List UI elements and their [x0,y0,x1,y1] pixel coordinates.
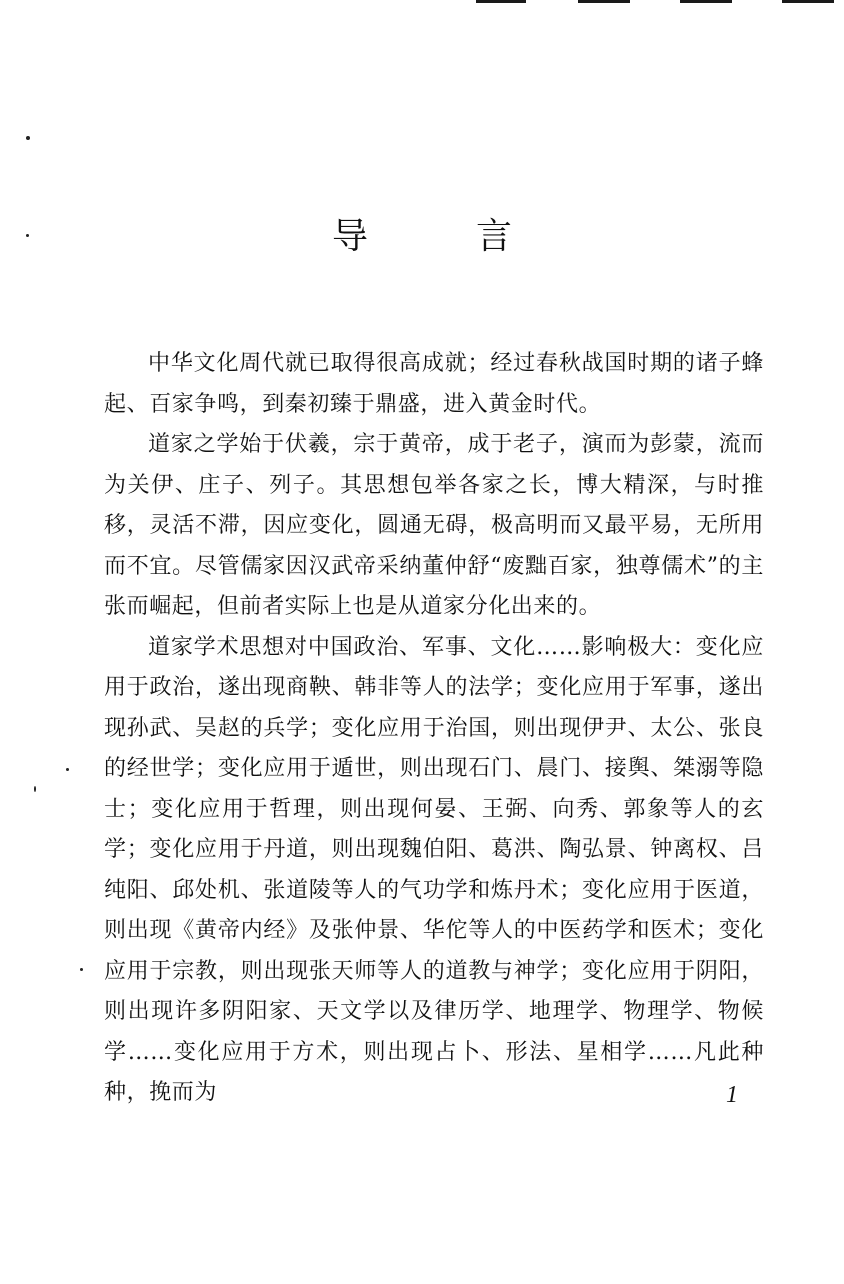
top-rule-1 [476,0,526,3]
top-rule-2 [578,0,630,3]
scan-speck [66,768,69,771]
scan-speck [26,136,30,140]
body-text [104,344,764,1114]
top-rule-3 [680,0,732,3]
page-number: 1 [726,1082,738,1108]
paragraph-1: 中华文化周代就已取得很高成就；经过春秋战国时期的诸子蜂起、百家争鸣，到秦初臻于鼎盛，进入黄金时代。 [104,351,764,417]
paragraph-3: 道家学术思想对中国政治、军事、文化……影响极大：变化应用于政治，遂出现商鞅、韩非等人的法学；变化应用于军事，遂出现孙武、吴赵的兵学；变化应用于治国，则出现伊尹、太公、张良的经世学；变化应用于遁世，则出现石门、晨门、接舆、桀溺等隐士；变化应用于哲理，则出现何晏、王弼、向秀、郭象等人的玄学；变化应用于丹道，则出现魏伯阳、葛洪、陶弘景、钟离权、吕纯阳、邱处机、张道陵等人的气功学和炼丹术；变化应用于医道，则出现《黄帝内经》及张仲景、华佗等人的中医药学和医术；变化应用于宗教，则出现张天师等人的道教与神学；变化应用于阴阳，则出现许多阴阳家、天文学以及律历学、地理学、物理学、物候学……变化应用于方术，则出现占卜、形法、星相学……凡此种种，挽而为 [104,634,764,1105]
scan-speck [80,968,83,971]
scan-speck [34,786,36,792]
page-title: 导 言 [331,216,548,257]
paragraph-2: 道家之学始于伏羲，宗于黄帝，成于老子，演而为彭蒙，流而为关伊、庄子、列子。其思想包举各家之长，博大精深，与时推移，灵活不滞，因应变化，圆通无碍，极高明而又最平易，无所用而不宜。尽管儒家因汉武帝采纳董仲舒“废黜百家，独尊儒术”的主张而崛起，但前者实际上也是从道家分化出来的。 [104,432,764,619]
top-rule-4 [782,0,834,3]
